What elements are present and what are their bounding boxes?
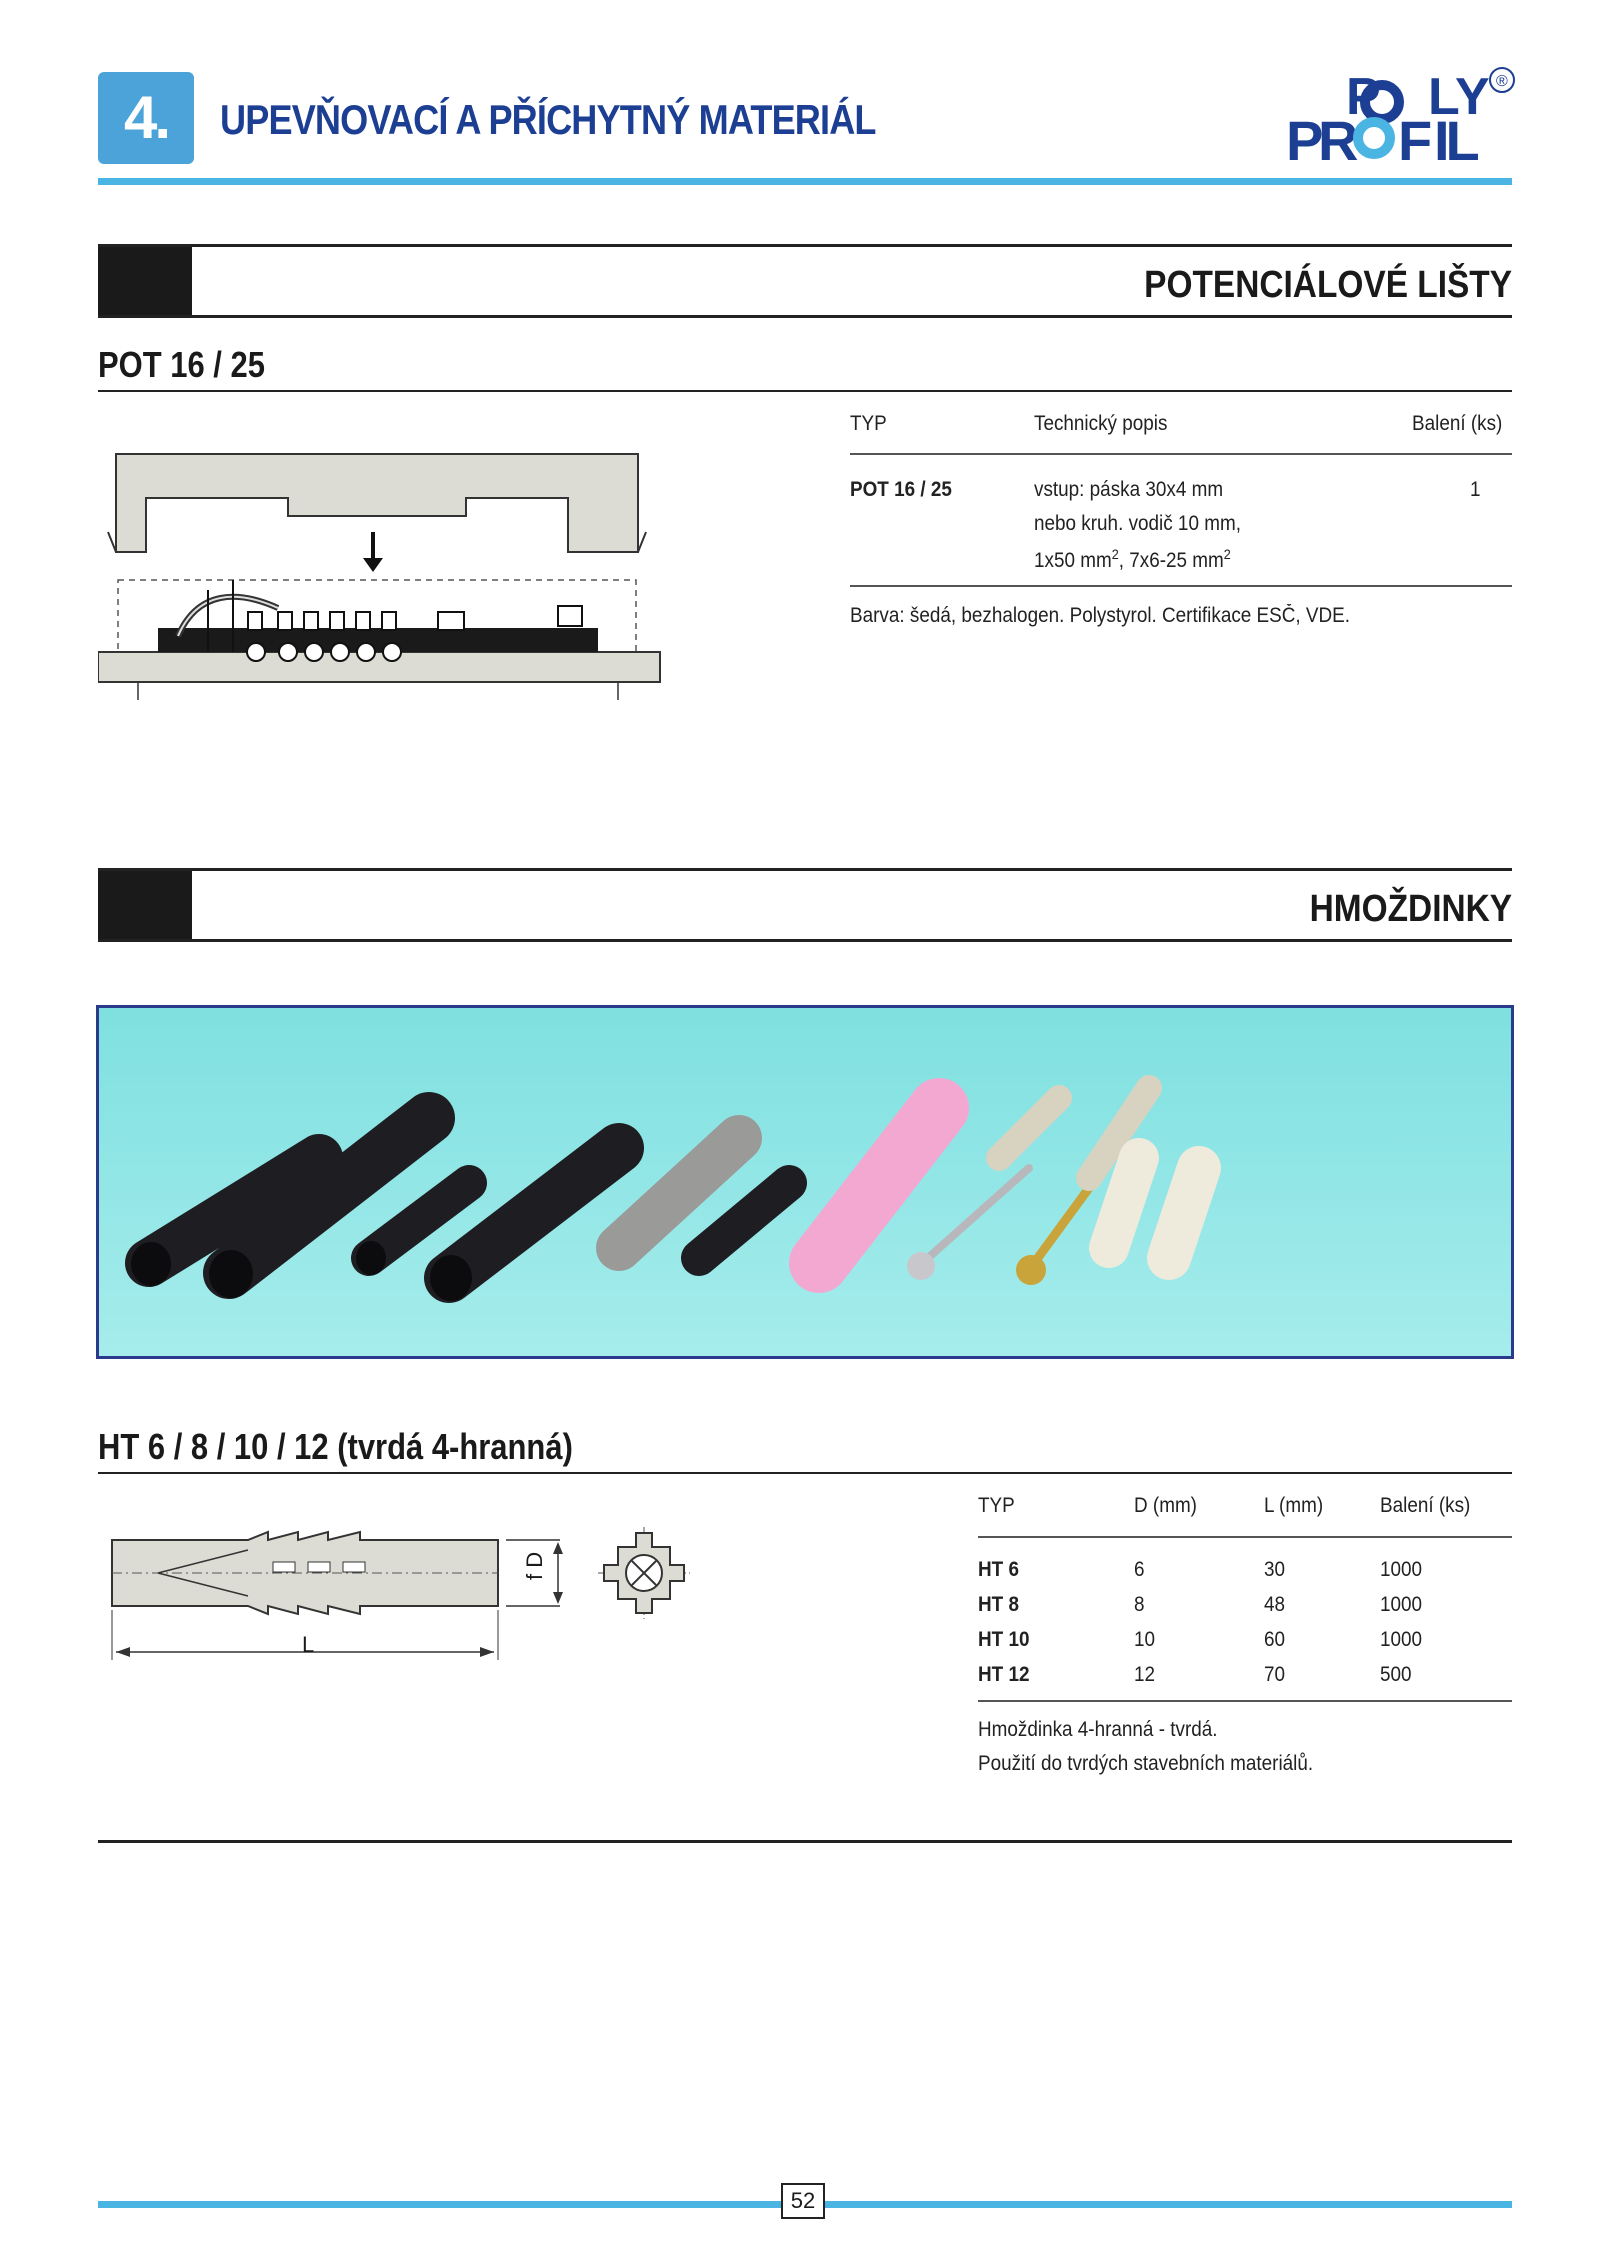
polyprofil-logo — [1278, 62, 1518, 172]
section-bar-anchors — [98, 868, 1512, 942]
registered-mark: ® — [1496, 73, 1508, 90]
ht-length-label: L — [302, 1632, 315, 1657]
header-rule — [98, 178, 1512, 185]
pot-header-description: Technický popis — [1034, 412, 1168, 435]
section-block — [98, 247, 192, 315]
product-rule — [98, 390, 1512, 392]
svg-text:F: F — [1398, 109, 1429, 172]
ht-row-package: 1000 — [1380, 1593, 1423, 1616]
desc-part: , 7x6-25 mm — [1118, 549, 1224, 572]
pot-row-typ: POT 16 / 25 — [850, 478, 952, 501]
ht-diameter-label: f D — [522, 1551, 547, 1580]
svg-text:R: R — [1318, 109, 1355, 172]
chapter-number-badge: 4. — [98, 72, 194, 164]
ht-header-package: Balení (ks) — [1380, 1494, 1471, 1517]
table-rule — [850, 585, 1512, 587]
superscript: 2 — [1111, 546, 1119, 562]
section-bar-potential-strips — [98, 244, 1512, 318]
pot-row-description-2: nebo kruh. vodič 10 mm, — [1034, 512, 1241, 535]
ht-header-d: D (mm) — [1134, 1494, 1197, 1517]
ht-row-l: 70 — [1264, 1663, 1286, 1686]
ht-row-l: 48 — [1264, 1593, 1286, 1616]
ht-note-2: Použití do tvrdých stavebních materiálů. — [978, 1752, 1314, 1775]
ht-row-d: 12 — [1134, 1663, 1156, 1686]
pot-row-package: 1 — [1470, 478, 1481, 501]
product-rule — [98, 1472, 1512, 1474]
section-title: POTENCIÁLOVÉ LIŠTY — [1144, 264, 1512, 306]
ht-row-typ: HT 10 — [978, 1628, 1030, 1651]
ht-row-typ: HT 6 — [978, 1558, 1019, 1581]
svg-text:LY: LY — [1428, 68, 1490, 126]
pot-strip-drawing — [98, 440, 668, 710]
pot-header-package: Balení (ks) — [1412, 412, 1503, 435]
table-rule — [978, 1700, 1512, 1702]
ht-row-package: 1000 — [1380, 1628, 1423, 1651]
ht-row-d: 8 — [1134, 1593, 1145, 1616]
pot-note: Barva: šedá, bezhalogen. Polystyrol. Certifikace ESČ, VDE. — [850, 604, 1351, 627]
table-rule — [978, 1536, 1512, 1538]
ht-header-typ: TYP — [978, 1494, 1015, 1517]
svg-text:P: P — [1286, 109, 1320, 172]
svg-text:IL: IL — [1434, 109, 1476, 172]
pot-row-description-1: vstup: páska 30x4 mm — [1034, 478, 1224, 501]
superscript: 2 — [1223, 546, 1231, 562]
section-block — [98, 871, 192, 939]
pot-row-description-3 — [1034, 546, 1231, 573]
product-title-pot: POT 16 / 25 — [98, 344, 265, 385]
ht-row-l: 30 — [1264, 1558, 1286, 1581]
svg-text:P: P — [1346, 68, 1381, 126]
anchors-photo — [96, 1005, 1514, 1359]
ht-anchor-drawing — [98, 1520, 708, 1680]
ht-row-d: 6 — [1134, 1558, 1145, 1581]
ht-row-l: 60 — [1264, 1628, 1286, 1651]
ht-row-package: 500 — [1380, 1663, 1412, 1686]
ht-row-d: 10 — [1134, 1628, 1156, 1651]
product-title-ht: HT 6 / 8 / 10 / 12 (tvrdá 4-hranná) — [98, 1426, 573, 1467]
table-rule — [850, 453, 1512, 455]
section-title: HMOŽDINKY — [1309, 888, 1512, 930]
ht-note-1: Hmoždinka 4-hranná - tvrdá. — [978, 1718, 1218, 1741]
chapter-title: UPEVŇOVACÍ A PŘÍCHYTNÝ MATERIÁL — [220, 96, 876, 143]
footer-rule-left — [98, 2201, 781, 2208]
section-end-rule — [98, 1840, 1512, 1843]
ht-row-typ: HT 12 — [978, 1663, 1030, 1686]
ht-row-typ: HT 8 — [978, 1593, 1019, 1616]
pot-header-typ: TYP — [850, 412, 887, 435]
ht-header-l: L (mm) — [1264, 1494, 1324, 1517]
footer-rule-right — [825, 2201, 1512, 2208]
page-number: 52 — [781, 2183, 825, 2219]
desc-part: 1x50 mm — [1034, 549, 1112, 572]
ht-row-package: 1000 — [1380, 1558, 1423, 1581]
